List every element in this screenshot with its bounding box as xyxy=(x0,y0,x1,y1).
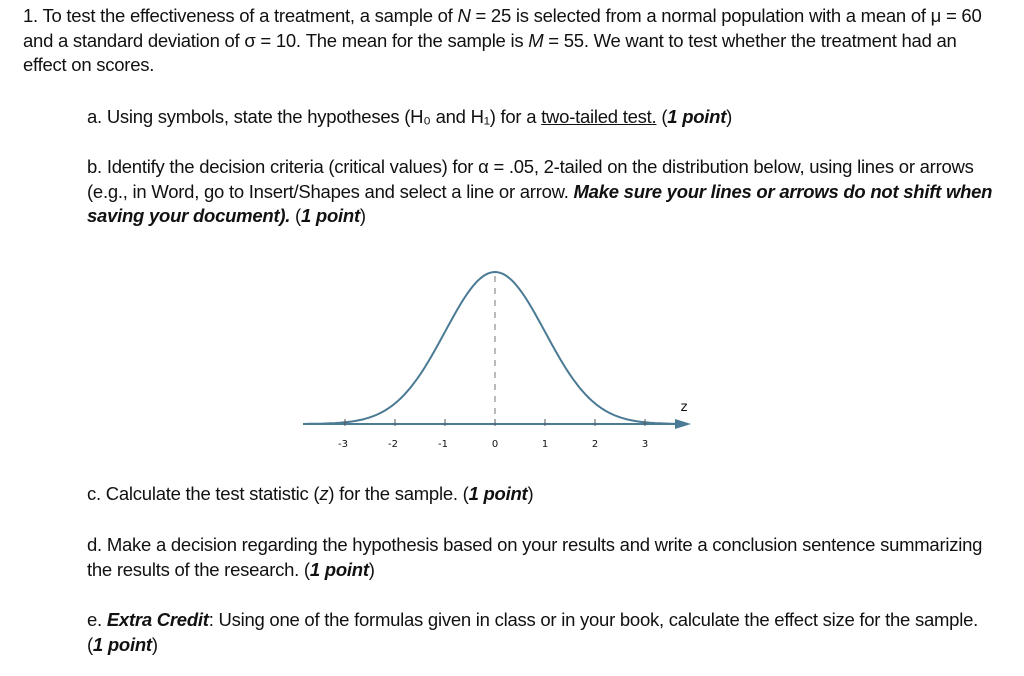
m-variable: M xyxy=(528,29,544,51)
x-tick-label-2: -1 xyxy=(438,439,448,450)
z-axis-label: z xyxy=(680,400,688,415)
normal-curve xyxy=(305,272,683,424)
x-tick-label-0: -3 xyxy=(338,439,348,450)
x-tick-label-5: 2 xyxy=(591,439,599,450)
part-a: a. Using symbols, state the hypotheses (H₀ and H₁) for a two-tailed test. (1 point) xyxy=(87,106,733,127)
x-tick-label-3: 0 xyxy=(491,439,499,450)
n-variable: N xyxy=(457,5,471,26)
normal-distribution-chart xyxy=(295,262,705,462)
part-d-points: 1 point xyxy=(309,558,369,580)
part-e: e. Extra Credit: Using one of the formulas given in class or in your book, calculate the effect size for the sample. (1 point) xyxy=(87,609,978,655)
distribution-svg xyxy=(295,262,705,462)
part-b: b. Identify the decision criteria (critical values) for α = .05, 2-tailed on the distribution below, using lines or arrows (e.g., in Word, go to Insert/Shapes and select a line or arrow. Make sure your lines or arrows do not shift when saving your document). (1 point) xyxy=(87,156,993,226)
x-tick-label-4: 1 xyxy=(541,439,549,450)
part-d: d. Make a decision regarding the hypothesis based on your results and write a conclusion sentence summarizing the results of the research. (1 point) xyxy=(87,534,983,580)
x-tick-label-6: 3 xyxy=(641,439,649,450)
part-b-points: 1 point xyxy=(300,205,360,226)
part-b-warning: Make sure your lines or arrows do not shift when saving your document). xyxy=(87,180,993,226)
part-c: c. Calculate the test statistic (z) for the sample. (1 point) xyxy=(87,483,534,504)
question-intro: 1. To test the effectiveness of a treatment, a sample of N = 25 is selected from a normal population with a mean of μ = 60 and a standard deviation of σ = 10. The mean for the sample is M = 55. We want to test whether the treatment had an effect on scores. xyxy=(23,5,982,75)
x-tick-label-1: -2 xyxy=(388,439,398,450)
z-variable: z xyxy=(319,483,329,504)
part-c-points: 1 point xyxy=(468,483,528,504)
extra-credit-label: Extra Credit xyxy=(106,609,209,630)
question-number: 1. xyxy=(23,5,38,26)
two-tailed-underline: two-tailed test. xyxy=(541,106,657,127)
part-a-points: 1 point xyxy=(667,106,727,127)
part-e-points: 1 point xyxy=(92,633,152,655)
